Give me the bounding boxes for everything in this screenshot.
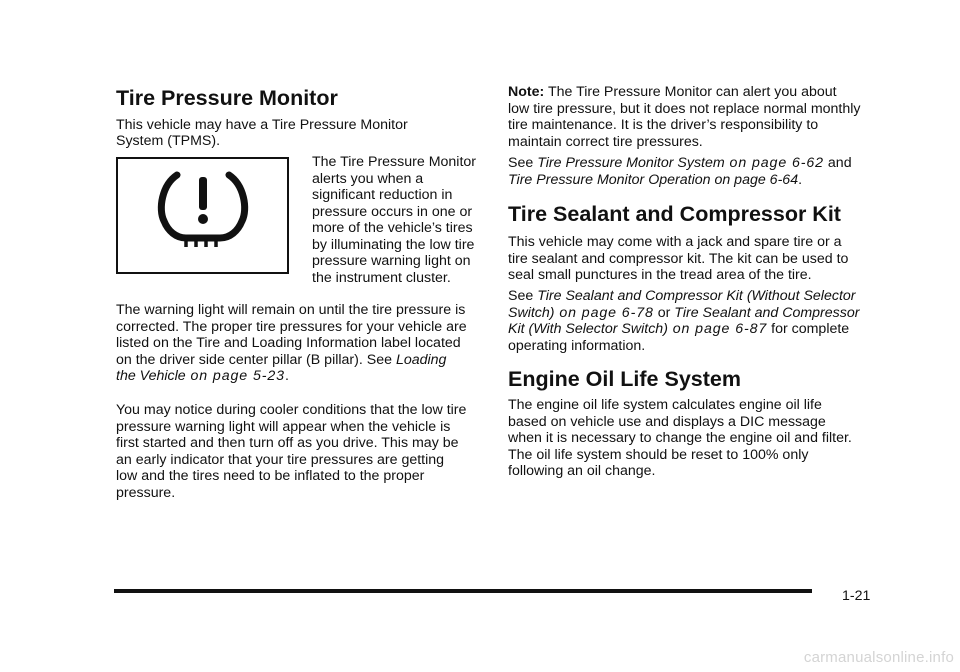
cross-reference-link[interactable]: Loading [395,351,447,368]
paragraph-cooler-conditions [116,402,466,501]
paragraph-line: pressure warning light will appear when the vehicle is [116,418,451,435]
watermark: carmanualsonline.info [803,649,954,666]
paragraph-line: low and the tires need to be inflated to the proper [116,468,425,484]
see-text: See [508,155,538,171]
tire-pressure-warning-icon [118,159,287,272]
footer-rule [114,589,812,593]
paragraph-line: This vehicle may come with a jack and spare tire or a [508,234,842,250]
note-paragraph [508,84,861,150]
tpms-line: more of the vehicle’s tires [312,220,473,236]
paragraph-line: based on vehicle use and displays a DIC message [508,413,826,430]
paragraph-line: an early indicator that your tire pressures are getting [116,451,445,468]
paragraph-line: The warning light will remain on until the tire pressure is [116,302,466,318]
see-line [508,305,859,322]
tpms-line: The Tire Pressure Monitor [312,154,477,170]
note-line: tire maintenance. It is the driver’s responsibility to [508,117,819,133]
section-heading-tire-pressure-monitor: Tire Pressure Monitor [116,86,338,110]
page-reference[interactable]: on page 6‑62 [724,155,824,171]
cross-reference-link[interactable]: Kit (With Selector Switch) [508,321,668,337]
paragraph-line: The oil life system should be reset to 100% only [508,446,809,463]
tpms-line: pressure warning light on [312,253,471,269]
paragraph-line: listed on the Tire and Loading Information label located [116,335,461,351]
see-text: for complete [767,321,850,337]
paragraph-text: . [284,368,289,384]
cross-reference-link[interactable]: Tire Sealant and Compressor Kit (Without Selector [537,288,856,304]
paragraph-line [116,368,467,385]
cross-reference-link[interactable]: Tire Pressure Monitor System [537,155,725,171]
paragraph-line: first started and then turn off as you drive. This may be [116,435,459,451]
paragraph-line: pressure. [116,484,176,501]
tpms-line: pressure occurs in one or [312,203,473,220]
page-number: 1-21 [842,588,871,604]
paragraph-line: corrected. The proper tire pressures for your vehicle are [116,318,467,335]
paragraph-line: tire sealant and compressor kit. The kit can be used to [508,250,849,267]
paragraph-line: when it is necessary to change the engine oil and filter. [508,430,852,446]
note-line: low tire pressure, but it does not replace normal monthly [508,100,861,117]
tpms-icon-box [116,157,289,274]
see-line: operating information. [508,337,646,354]
section-heading-tire-sealant: Tire Sealant and Compressor Kit [508,202,841,226]
see-line [508,321,859,338]
note-text: The Tire Pressure Monitor can alert you about [544,84,837,100]
see-line [508,172,852,189]
tpms-line: significant reduction in [312,187,453,203]
see-text: . [798,171,803,188]
tpms-description [312,154,487,286]
page-reference[interactable]: on page 6‑87 [667,321,768,337]
note-line: maintain correct tire pressures. [508,133,703,150]
paragraph-text: on the driver side center pillar (B pillar). See [116,351,396,368]
paragraph-line [116,352,467,369]
see-text: or [653,304,675,321]
paragraph-line: seal small punctures in the tread area of the tire. [508,267,812,283]
paragraph-line: You may notice during cooler conditions that the low tire [116,402,467,418]
see-also-sealant [508,288,859,354]
tpms-line: by illuminating the low tire [312,236,475,253]
see-line [508,288,859,305]
paragraph-line: following an oil change. [508,463,656,479]
see-text: and [823,155,852,171]
page-reference[interactable]: on page 5‑23 [185,368,285,384]
intro-line-1: This vehicle may have a Tire Pressure Monitor [116,117,408,133]
see-line [508,155,852,172]
paragraph-engine-oil [508,397,852,480]
paragraph-tire-sealant [508,234,848,284]
paragraph-warning-light [116,302,467,385]
note-line [508,84,861,101]
see-also-tpms [508,155,852,188]
section-heading-engine-oil-life: Engine Oil Life System [508,367,741,391]
cross-reference-link[interactable]: the Vehicle [116,368,186,384]
cross-reference-link[interactable]: Switch) [508,304,555,321]
note-label: Note: [508,84,545,100]
cross-reference-link[interactable]: Tire Sealant and Compressor [674,304,860,321]
cross-reference-link[interactable]: Tire Pressure Monitor Operation on page 6‑64 [508,171,799,188]
intro-line-2: System (TPMS). [116,133,221,149]
tpms-line: alerts you when a [312,170,424,187]
paragraph-line: The engine oil life system calculates engine oil life [508,397,822,413]
see-text: See [508,288,538,304]
tpms-line: the instrument cluster. [312,269,451,286]
page-reference[interactable]: on page 6‑78 [554,304,654,321]
